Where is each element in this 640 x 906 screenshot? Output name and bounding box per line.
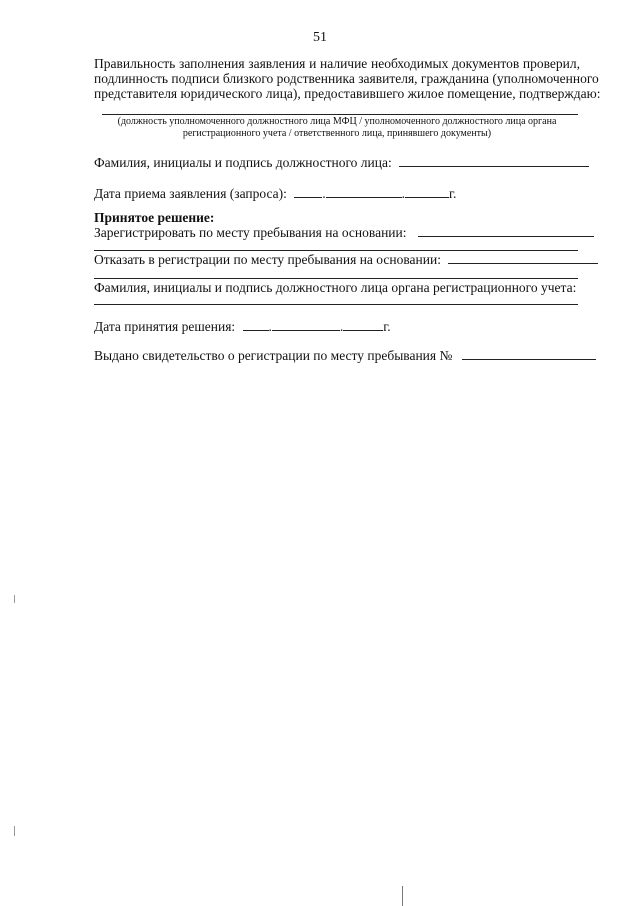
- register-label: Зарегистрировать по месту пребывания на основании:: [94, 225, 407, 240]
- confirmation-line-3: представителя юридического лица), предоставившего жилое помещение, подтверждаю:: [94, 86, 601, 101]
- official-signature-row: [94, 155, 580, 171]
- official-position-line[interactable]: [102, 114, 578, 115]
- application-year-line[interactable]: [405, 186, 449, 198]
- register-basis-line-2[interactable]: [94, 250, 578, 251]
- decision-date-label: Дата принятия решения:: [94, 319, 236, 334]
- decision-date-suffix: г.: [383, 319, 391, 334]
- scan-margin-mark: [14, 826, 15, 836]
- scan-fold-mark: [402, 886, 403, 906]
- confirmation-line-1: Правильность заполнения заявления и наличие необходимых документов проверил,: [94, 56, 580, 71]
- official-signature-line[interactable]: [399, 155, 589, 167]
- caption-line-2: регистрационного учета / ответственного лица, принявшего документы): [182, 128, 492, 139]
- decision-month-line[interactable]: [272, 319, 340, 331]
- refuse-basis-line-2[interactable]: [94, 278, 578, 279]
- application-date-row: Дата приема заявления (запроса): . . г.: [94, 186, 457, 201]
- page-number: 51: [313, 30, 327, 45]
- scan-margin-mark: [14, 595, 15, 603]
- decision-date-row: Дата принятия решения: . . г.: [94, 319, 391, 334]
- registration-official-row: [94, 280, 580, 296]
- caption-line-1: (должность уполномоченного должностного лица МФЦ / уполномоченного должностного лица органа: [117, 116, 557, 127]
- registration-official-line[interactable]: [94, 304, 578, 305]
- application-day-line[interactable]: [294, 186, 322, 198]
- refuse-row: [94, 252, 580, 268]
- certificate-row: [94, 348, 580, 364]
- register-row: [94, 225, 580, 241]
- confirmation-line-2: подлинность подписи близкого родственника заявителя, гражданина (уполномоченного: [94, 71, 599, 86]
- official-signature-label: Фамилия, инициалы и подпись должностного лица:: [94, 155, 392, 170]
- certificate-number-line[interactable]: [462, 348, 596, 360]
- register-basis-line[interactable]: [418, 225, 594, 237]
- application-date-suffix: г.: [449, 186, 457, 201]
- refuse-label: Отказать в регистрации по месту пребывания на основании:: [94, 252, 441, 267]
- refuse-basis-line[interactable]: [448, 252, 598, 264]
- application-month-line[interactable]: [326, 186, 402, 198]
- application-date-label: Дата приема заявления (запроса):: [94, 186, 287, 201]
- decision-year-line[interactable]: [343, 319, 383, 331]
- registration-official-label: Фамилия, инициалы и подпись должностного лица органа регистрационного учета:: [94, 280, 577, 295]
- decision-heading: Принятое решение:: [94, 210, 215, 225]
- official-position-caption: [94, 116, 580, 140]
- decision-day-line[interactable]: [243, 319, 269, 331]
- confirmation-paragraph: [94, 56, 601, 101]
- certificate-label: Выдано свидетельство о регистрации по месту пребывания №: [94, 348, 453, 363]
